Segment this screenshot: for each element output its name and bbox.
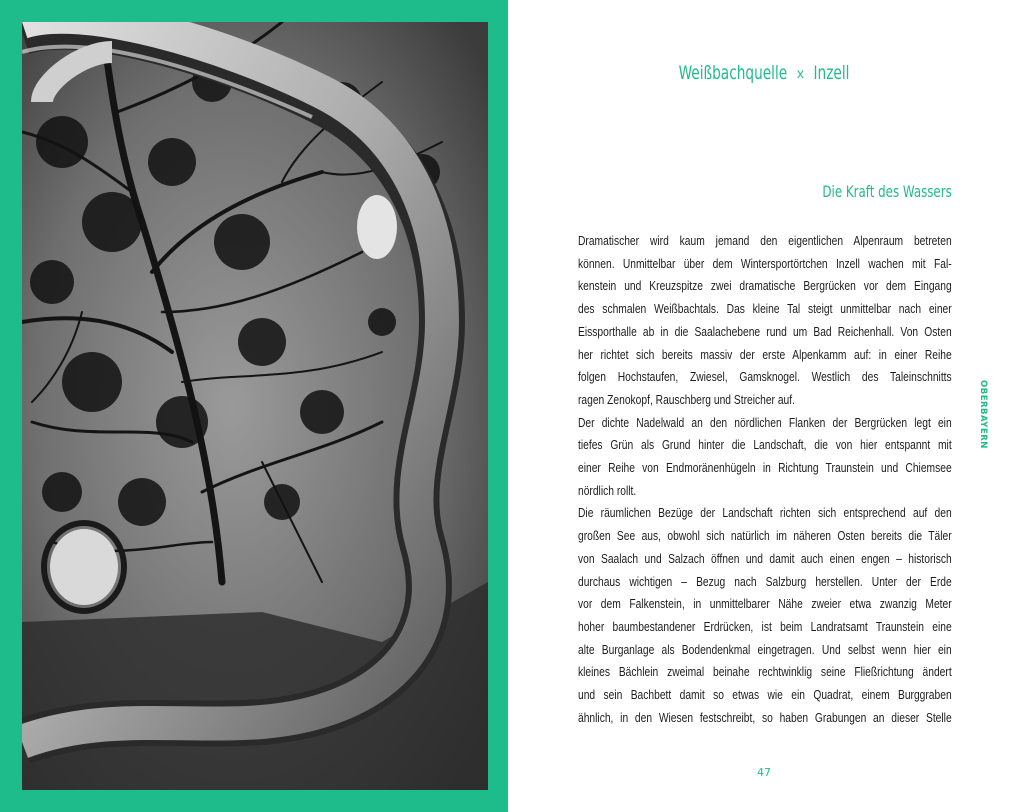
photo-illustration — [22, 22, 488, 790]
route-end: Inzell — [813, 62, 850, 84]
text-line: großen See aus, obwohl sich natürlich im näheren Osten bereits die Täler — [578, 528, 952, 544]
route-start: Weißbachquelle — [678, 62, 788, 84]
text-line: Der dichte Nadelwald an den nördlichen Flanken der Bergrücken legt ein — [578, 414, 952, 430]
page-number: 47 — [757, 766, 771, 779]
text-line: von Saalach und Salzach öffnen und damit auch einen engen – historisch — [578, 550, 952, 566]
text-line: ragen Zenokopf, Rauschberg und Streicher auf. — [578, 391, 795, 407]
wood-knot-left — [50, 529, 118, 605]
text-line: kenstein und Kreuzspitze zwei dramatische Bergrücken vor dem Eingang — [578, 278, 952, 294]
route-separator: × — [795, 65, 805, 83]
text-line: folgen Hochstaufen, Zwiesel, Gamsknogel. Westlich des Taleinschnitts — [578, 369, 952, 385]
tree-reflection-photo — [22, 22, 488, 790]
chapter-title — [580, 62, 949, 84]
text-line: kleines Bächlein zweimal beinahe rechtwinklig seine Fließrichtung ändert — [578, 664, 952, 680]
text-line: durchaus wichtigen – Bezug nach Salzburg herstellen. Unter der Erde — [578, 573, 952, 589]
text-line: Dramatischer wird kaum jemand den eigentlichen Alpenraum betreten — [578, 233, 952, 248]
text-line: des schmalen Weißbachtals. Das kleine Tal steigt unmittelbar nach einer — [578, 301, 952, 317]
text-line: Die räumlichen Bezüge der Landschaft richten sich entsprechend auf den — [578, 505, 952, 521]
text-line: Eissporthalle ab in die Saalachebene rund um Bad Reichenhall. Von Osten — [578, 323, 952, 339]
section-title: Die Kraft des Wassers — [822, 182, 952, 201]
left-page — [0, 0, 508, 812]
text-line: ähnlich, in den Wiesen festschreibt, so haben Grabungen an dieser Stelle — [578, 709, 952, 725]
region-side-label: OBERBAYERN — [978, 380, 988, 449]
right-page — [508, 0, 1020, 812]
body-text — [578, 230, 952, 729]
text-line: vor dem Falkenstein, in unmittelbarer Nähe zweier etwa zwanzig Meter — [578, 596, 952, 612]
text-line: und sein Bachbett damit so etwas wie ein Quadrat, einem Burggraben — [578, 687, 952, 703]
text-line: alte Burganlage als Bodendenkmal eingetragen. Und selbst wenn hier ein — [578, 641, 952, 657]
text-line: her richtet sich bereits massiv der erste Alpenkamm auf: in einer Reihe — [578, 346, 952, 362]
text-line: tiefes Grün als Grund hinter die Landschaft, die von hier entspannt mit — [578, 437, 952, 453]
wood-knot-top — [357, 195, 397, 259]
text-line: nördlich rollt. — [578, 482, 637, 498]
text-line: können. Unmittelbar über dem Wintersportörtchen Inzell wachen mit Fal- — [578, 255, 952, 271]
text-line: einer Reihe von Endmoränenhügeln in Richtung Traunstein und Chiemsee — [578, 460, 952, 476]
text-line: hoher baumbestandener Erdrücken, ist beim Landratsamt Traunstein eine — [578, 618, 952, 634]
